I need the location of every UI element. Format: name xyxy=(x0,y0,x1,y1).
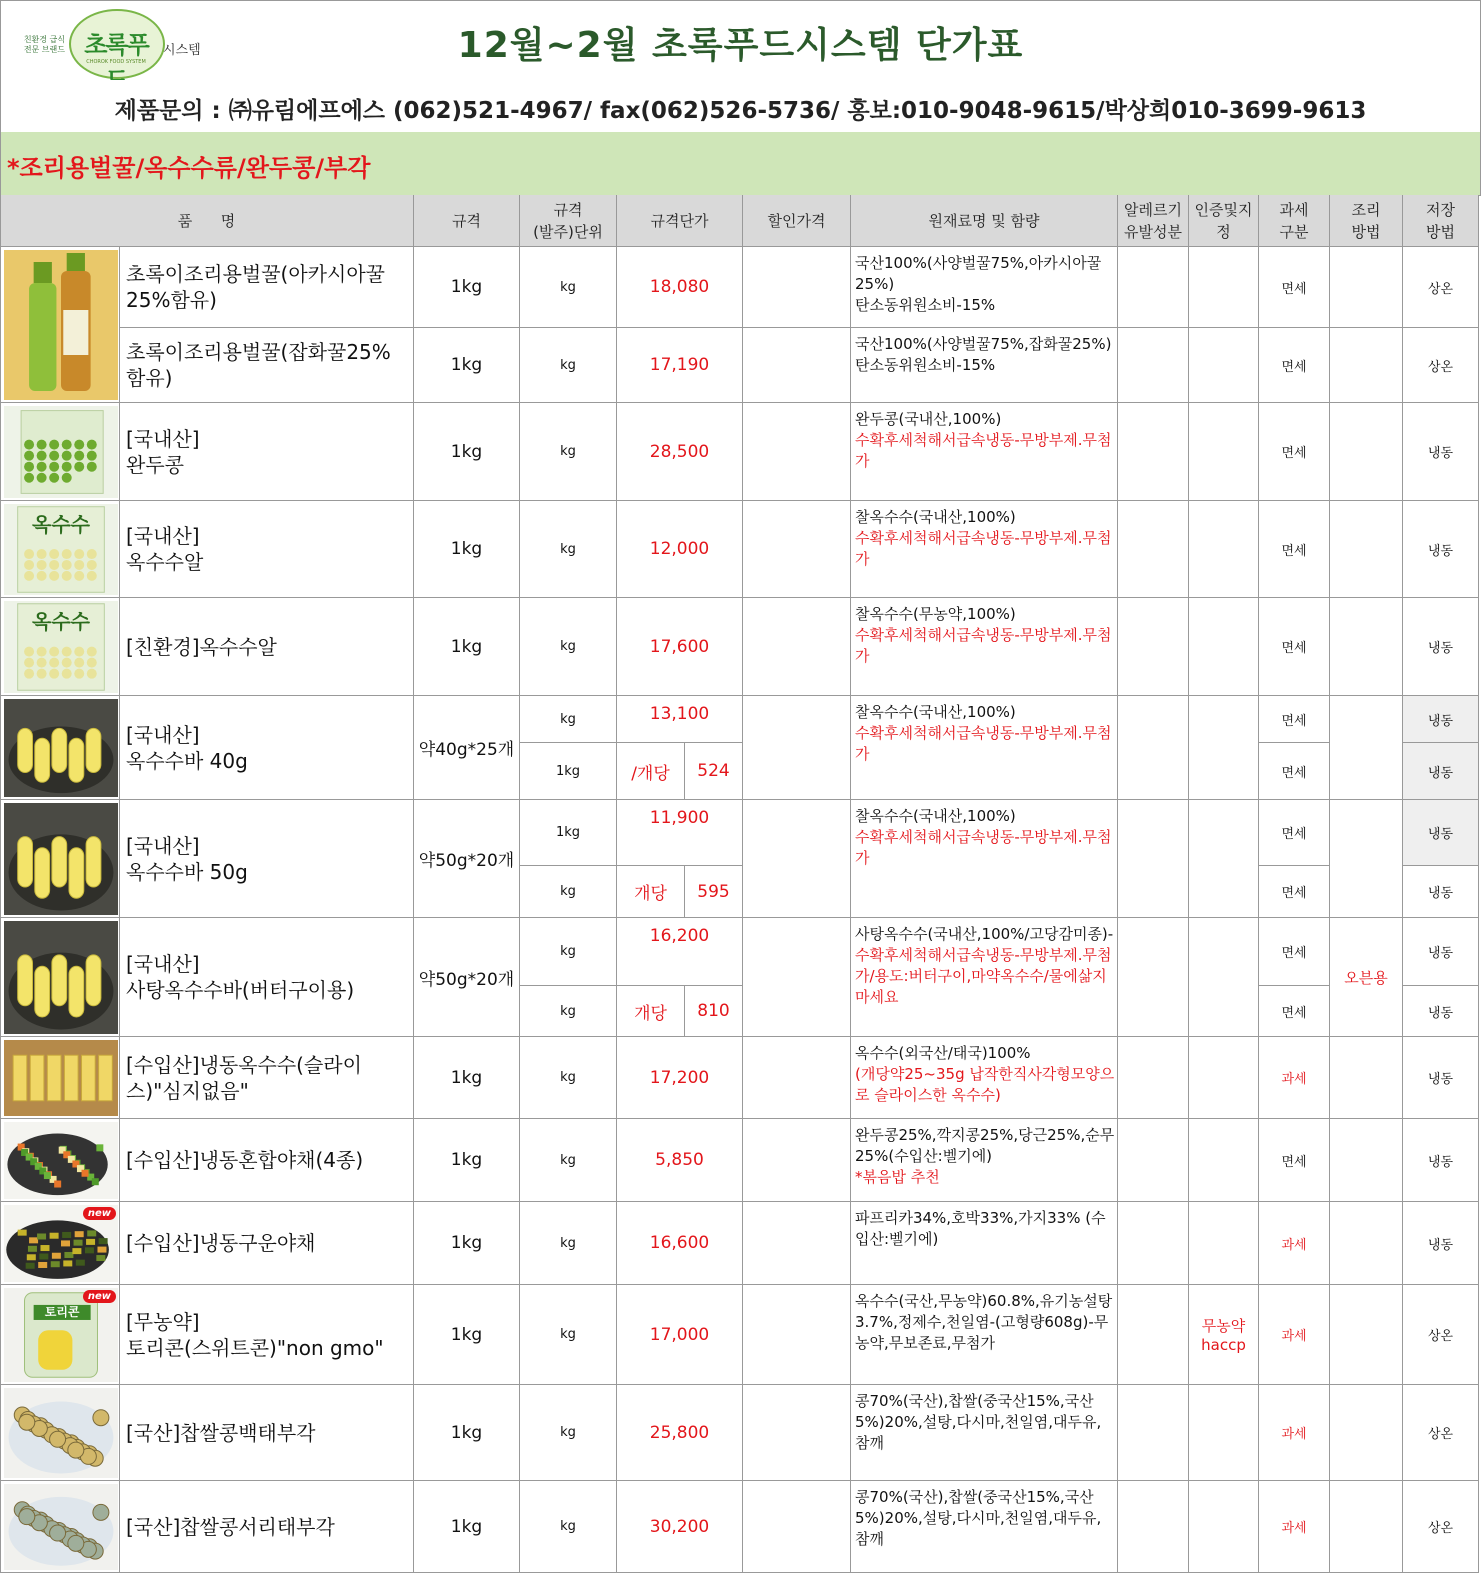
bean-snack-black-image xyxy=(4,1484,118,1570)
certification xyxy=(1189,501,1259,598)
product-image xyxy=(0,1481,120,1573)
spec: 1kg xyxy=(414,501,520,598)
product-name: [국내산] 옥수수바 50g xyxy=(120,800,414,918)
discount-price xyxy=(743,1037,851,1119)
discount-price xyxy=(743,918,851,1037)
product-image xyxy=(0,800,120,918)
allergy xyxy=(1118,1481,1189,1573)
cooking-method xyxy=(1330,800,1403,918)
cooking-method xyxy=(1330,696,1403,800)
storage-method: 냉동 xyxy=(1403,1037,1479,1119)
allergy xyxy=(1118,403,1189,501)
ingredients xyxy=(851,328,1118,403)
product-image xyxy=(0,1285,120,1385)
tax-type: 면세 xyxy=(1259,696,1330,743)
product-name: [국내산] 옥수수바 40g xyxy=(120,696,414,800)
tax-type: 과세 xyxy=(1259,1285,1330,1385)
ingredients-text: 국산100%(사양벌꿀75%,잡화꿀25%) 탄소동위원소비-15% xyxy=(855,335,1112,374)
storage-method: 냉동 xyxy=(1403,1202,1479,1285)
page-title: 12월~2월 초록푸드시스템 단가표 xyxy=(457,25,1024,66)
order-unit: kg xyxy=(520,1202,617,1285)
ingredients-note: 수확후세척해서급속냉동-무방부제.무첨가 xyxy=(855,828,1112,867)
unit-price: 28,500 xyxy=(617,403,743,501)
toricorn-can-image xyxy=(4,1288,118,1382)
tax-type: 과세 xyxy=(1259,1037,1330,1119)
order-unit: kg xyxy=(520,696,617,743)
sweet-corn-cobs-image xyxy=(4,921,118,1034)
unit-price: 13,100 xyxy=(617,696,743,743)
product-name: 초록이조리용벌꿀(잡화꿀25%함유) xyxy=(120,328,414,403)
product-image xyxy=(0,1119,120,1202)
unit-price: 5,850 xyxy=(617,1119,743,1202)
certification xyxy=(1189,247,1259,328)
tax-type: 과세 xyxy=(1259,1481,1330,1573)
storage-method: 냉동 xyxy=(1403,501,1479,598)
product-name: [국산]찹쌀콩서리태부각 xyxy=(120,1481,414,1573)
new-badge: new xyxy=(83,1207,116,1220)
tax-type: 면세 xyxy=(1259,866,1330,918)
unit-price: 17,190 xyxy=(617,328,743,403)
certification: 무농약 haccp xyxy=(1189,1285,1259,1385)
contact-info: 제품문의 : ㈜유림에프에스 (062)521-4967/ fax(062)526-5736/ 홍보:010-9048-9615/박상희010-3699-9613 xyxy=(114,98,1367,124)
allergy xyxy=(1118,918,1189,1037)
unit-price: 12,000 xyxy=(617,501,743,598)
product-image xyxy=(0,247,120,403)
spec: 1kg xyxy=(414,1385,520,1481)
product-name: [국내산] 사탕옥수수바(버터구이용) xyxy=(120,918,414,1037)
tax-type: 과세 xyxy=(1259,1385,1330,1481)
column-header-storage: 저장 방법 xyxy=(1403,195,1479,247)
certification xyxy=(1189,1037,1259,1119)
honey-bottles-image xyxy=(4,250,118,400)
price-label: 개당 xyxy=(617,986,685,1037)
spec: 1kg xyxy=(414,1119,520,1202)
cooking-method xyxy=(1330,1385,1403,1481)
section-bar xyxy=(0,132,1481,196)
header xyxy=(0,0,1481,82)
allergy xyxy=(1118,800,1189,918)
discount-price xyxy=(743,696,851,800)
discount-price xyxy=(743,1385,851,1481)
ingredients-note: 수확후세척해서급속냉동-무방부제.무첨가 xyxy=(855,626,1112,665)
ingredients xyxy=(851,501,1118,598)
order-unit: kg xyxy=(520,598,617,696)
tax-type: 면세 xyxy=(1259,986,1330,1037)
grilled-vegetables-image xyxy=(4,1205,118,1282)
ingredients-note: *볶음밥 추천 xyxy=(855,1168,940,1186)
price-label: 개당 xyxy=(617,866,685,918)
allergy xyxy=(1118,1385,1189,1481)
order-unit: kg xyxy=(520,1481,617,1573)
product-name: [친환경]옥수수알 xyxy=(120,598,414,696)
product-name: [국산]찹쌀콩백태부각 xyxy=(120,1385,414,1481)
cooking-method: 오븐용 xyxy=(1330,918,1403,1037)
column-header-unit: 규격 (발주)단위 xyxy=(520,195,617,247)
ingredients xyxy=(851,800,1118,918)
unit-price: 17,200 xyxy=(617,1037,743,1119)
order-unit: kg xyxy=(520,986,617,1037)
storage-method: 상온 xyxy=(1403,328,1479,403)
storage-method: 냉동 xyxy=(1403,1119,1479,1202)
svg-text:토리콘: 토리콘 xyxy=(44,1304,80,1319)
column-header-cert: 인증및지 정 xyxy=(1189,195,1259,247)
tax-type: 면세 xyxy=(1259,918,1330,986)
order-unit: kg xyxy=(520,403,617,501)
storage-method: 상온 xyxy=(1403,1385,1479,1481)
product-image xyxy=(0,1385,120,1481)
mixed-vegetables-image xyxy=(4,1122,118,1199)
ingredients xyxy=(851,247,1118,328)
discount-price xyxy=(743,598,851,696)
product-image xyxy=(0,696,120,800)
ingredients xyxy=(851,1385,1118,1481)
allergy xyxy=(1118,696,1189,800)
peas-bag-image xyxy=(4,406,118,498)
discount-price xyxy=(743,1285,851,1385)
storage-method: 냉동 xyxy=(1403,743,1479,800)
ingredients-text: 콩70%(국산),찹쌀(중국산15%,국산5%)20%,설탕,다시마,천일염,대두유,참깨 xyxy=(855,1488,1102,1548)
certification xyxy=(1189,918,1259,1037)
order-unit: kg xyxy=(520,247,617,328)
logo-system: 시스템 xyxy=(163,43,201,58)
allergy xyxy=(1118,1037,1189,1119)
discount-price xyxy=(743,247,851,328)
storage-method: 냉동 xyxy=(1403,696,1479,743)
order-unit: kg xyxy=(520,501,617,598)
svg-text:옥수수: 옥수수 xyxy=(32,609,90,634)
corn-cobs-image xyxy=(4,699,118,797)
certification xyxy=(1189,1202,1259,1285)
cooking-method xyxy=(1330,247,1403,328)
tax-type: 과세 xyxy=(1259,1202,1330,1285)
tax-type: 면세 xyxy=(1259,1119,1330,1202)
svg-text:옥수수: 옥수수 xyxy=(32,511,90,536)
spec: 1kg xyxy=(414,328,520,403)
corn-bag-image xyxy=(4,504,118,595)
unit-price: 17,000 xyxy=(617,1285,743,1385)
corn-slices-image xyxy=(4,1040,118,1116)
product-image xyxy=(0,1202,120,1285)
column-header-allergy: 알레르기 유발성분 xyxy=(1118,195,1189,247)
product-image xyxy=(0,598,120,696)
order-unit: kg xyxy=(520,1119,617,1202)
column-header-name: 품 명 xyxy=(0,195,414,247)
storage-method: 냉동 xyxy=(1403,918,1479,986)
ingredients-text: 콩70%(국산),찹쌀(중국산15%,국산5%)20%,설탕,다시마,천일염,대두유,참깨 xyxy=(855,1392,1102,1452)
storage-method: 상온 xyxy=(1403,247,1479,328)
price-label: /개당 xyxy=(617,743,685,800)
logo-subtitle: 친환경 급식전문 브랜드 xyxy=(23,35,65,54)
unit-price: 524 xyxy=(685,743,743,800)
ingredients xyxy=(851,598,1118,696)
spec: 1kg xyxy=(414,1202,520,1285)
ingredients xyxy=(851,1481,1118,1573)
tax-type: 면세 xyxy=(1259,247,1330,328)
product-name: [수입산]냉동옥수수(슬라이스)"심지없음" xyxy=(120,1037,414,1119)
spec: 1kg xyxy=(414,247,520,328)
unit-price: 30,200 xyxy=(617,1481,743,1573)
cooking-method xyxy=(1330,328,1403,403)
order-unit: 1kg xyxy=(520,800,617,866)
discount-price xyxy=(743,501,851,598)
ingredients xyxy=(851,1202,1118,1285)
spec: 약40g*25개 xyxy=(414,696,520,800)
product-image xyxy=(0,1037,120,1119)
tax-type: 면세 xyxy=(1259,598,1330,696)
discount-price xyxy=(743,328,851,403)
allergy xyxy=(1118,328,1189,403)
product-name: [무농약] 토리콘(스위트콘)"non gmo" xyxy=(120,1285,414,1385)
spec: 1kg xyxy=(414,598,520,696)
order-unit: kg xyxy=(520,866,617,918)
ingredients-text: 완두콩(국내산,100%) xyxy=(855,410,1002,428)
product-name: [수입산]냉동혼합야채(4종) xyxy=(120,1119,414,1202)
spec: 약50g*20개 xyxy=(414,800,520,918)
ingredients-text: 옥수수(국산,무농약)60.8%,유기농설탕3.7%,정제수,천일염-(고형량608g)-무농약,무보존료,무첨가 xyxy=(855,1292,1113,1352)
ingredients-text: 찰옥수수(국내산,100%) xyxy=(855,703,1016,721)
order-unit: kg xyxy=(520,1285,617,1385)
column-header-discount: 할인가격 xyxy=(743,195,851,247)
certification xyxy=(1189,800,1259,918)
certification xyxy=(1189,598,1259,696)
allergy xyxy=(1118,501,1189,598)
cooking-method xyxy=(1330,1285,1403,1385)
column-header-cook: 조리 방법 xyxy=(1330,195,1403,247)
discount-price xyxy=(743,1481,851,1573)
storage-method: 냉동 xyxy=(1403,403,1479,501)
cooking-method xyxy=(1330,501,1403,598)
ingredients-note: 수확후세척해서급속냉동-무방부제.무첨가/용도:버터구이,마약옥수수/물에삶지마세요 xyxy=(855,946,1112,1006)
certification xyxy=(1189,1481,1259,1573)
storage-method: 냉동 xyxy=(1403,598,1479,696)
order-unit: kg xyxy=(520,918,617,986)
allergy xyxy=(1118,598,1189,696)
cooking-method xyxy=(1330,598,1403,696)
tax-type: 면세 xyxy=(1259,403,1330,501)
ingredients xyxy=(851,403,1118,501)
tax-type: 면세 xyxy=(1259,743,1330,800)
cooking-method xyxy=(1330,1119,1403,1202)
discount-price xyxy=(743,1202,851,1285)
section-title: *조리용벌꿀/옥수수류/완두콩/부각 xyxy=(7,154,371,182)
certification xyxy=(1189,403,1259,501)
unit-price: 25,800 xyxy=(617,1385,743,1481)
ingredients-note: (개당약25~35g 납작한직사각형모양으로 슬라이스한 옥수수) xyxy=(855,1065,1115,1104)
order-unit: 1kg xyxy=(520,743,617,800)
logo-text: 초록푸 xyxy=(84,30,148,59)
allergy xyxy=(1118,1285,1189,1385)
ingredients xyxy=(851,1285,1118,1385)
bean-snack-image xyxy=(4,1388,118,1478)
ingredients-note: 수확후세척해서급속냉동-무방부제.무첨가 xyxy=(855,529,1112,568)
product-name: [국내산] 완두콩 xyxy=(120,403,414,501)
certification xyxy=(1189,1385,1259,1481)
spec: 1kg xyxy=(414,1285,520,1385)
ingredients-text: 사탕옥수수(국내산,100%/고당감미종)- xyxy=(855,925,1114,943)
unit-price: 16,600 xyxy=(617,1202,743,1285)
storage-method: 상온 xyxy=(1403,1285,1479,1385)
new-badge: new xyxy=(83,1290,116,1303)
order-unit: kg xyxy=(520,1037,617,1119)
product-image xyxy=(0,501,120,598)
unit-price: 11,900 xyxy=(617,800,743,866)
discount-price xyxy=(743,800,851,918)
storage-method: 냉동 xyxy=(1403,986,1479,1037)
storage-method: 상온 xyxy=(1403,1481,1479,1573)
spec: 1kg xyxy=(414,1481,520,1573)
ingredients-text: 국산100%(사양벌꿀75%,아카시아꿀25%) 탄소동위원소비-15% xyxy=(855,254,1102,314)
discount-price xyxy=(743,403,851,501)
cooking-method xyxy=(1330,1481,1403,1573)
allergy xyxy=(1118,1202,1189,1285)
spec: 약50g*20개 xyxy=(414,918,520,1037)
discount-price xyxy=(743,1119,851,1202)
ingredients xyxy=(851,696,1118,800)
unit-price: 595 xyxy=(685,866,743,918)
corn-bag-image xyxy=(4,601,118,693)
order-unit: kg xyxy=(520,1385,617,1481)
allergy xyxy=(1118,1119,1189,1202)
ingredients-text: 옥수수(외국산/태국)100% xyxy=(855,1044,1031,1062)
unit-price: 18,080 xyxy=(617,247,743,328)
ingredients xyxy=(851,918,1118,1037)
product-image xyxy=(0,918,120,1037)
column-header-price: 규격단가 xyxy=(617,195,743,247)
cooking-method xyxy=(1330,1202,1403,1285)
product-name: 초록이조리용벌꿀(아카시아꿀25%함유) xyxy=(120,247,414,328)
certification xyxy=(1189,328,1259,403)
ingredients-text: 파프리카34%,호박33%,가지33% (수입산:벨기에) xyxy=(855,1209,1106,1248)
spec: 1kg xyxy=(414,403,520,501)
allergy xyxy=(1118,247,1189,328)
ingredients xyxy=(851,1119,1118,1202)
ingredients-note: 수확후세척해서급속냉동-무방부제.무첨가 xyxy=(855,431,1112,470)
column-header-ingredients: 원재료명 및 함량 xyxy=(851,195,1118,247)
cooking-method xyxy=(1330,403,1403,501)
unit-price: 810 xyxy=(685,986,743,1037)
ingredients-text: 찰옥수수(국내산,100%) xyxy=(855,508,1016,526)
tax-type: 면세 xyxy=(1259,328,1330,403)
product-name: [수입산]냉동구운야채 xyxy=(120,1202,414,1285)
spec: 1kg xyxy=(414,1037,520,1119)
column-header-spec: 규격 xyxy=(414,195,520,247)
unit-price: 16,200 xyxy=(617,918,743,986)
order-unit: kg xyxy=(520,328,617,403)
corn-cobs-image xyxy=(4,803,118,915)
ingredients-text: 찰옥수수(국내산,100%) xyxy=(855,807,1016,825)
column-header-tax: 과세 구분 xyxy=(1259,195,1330,247)
unit-price: 17,600 xyxy=(617,598,743,696)
ingredients xyxy=(851,1037,1118,1119)
product-image xyxy=(0,403,120,501)
certification xyxy=(1189,1119,1259,1202)
storage-method: 냉동 xyxy=(1403,866,1479,918)
tax-type: 면세 xyxy=(1259,800,1330,866)
product-name: [국내산] 옥수수알 xyxy=(120,501,414,598)
contact-bar xyxy=(0,80,1481,133)
logo-english: CHOROK FOOD SYSTEM xyxy=(86,59,146,65)
ingredients-note: 수확후세척해서급속냉동-무방부제.무첨가 xyxy=(855,724,1112,763)
certification xyxy=(1189,696,1259,800)
tax-type: 면세 xyxy=(1259,501,1330,598)
cooking-method xyxy=(1330,1037,1403,1119)
ingredients-text: 찰옥수수(무농약,100%) xyxy=(855,605,1016,623)
storage-method: 냉동 xyxy=(1403,800,1479,866)
ingredients-text: 완두콩25%,깍지콩25%,당근25%,순무25%(수입산:벨기에) xyxy=(855,1126,1115,1165)
